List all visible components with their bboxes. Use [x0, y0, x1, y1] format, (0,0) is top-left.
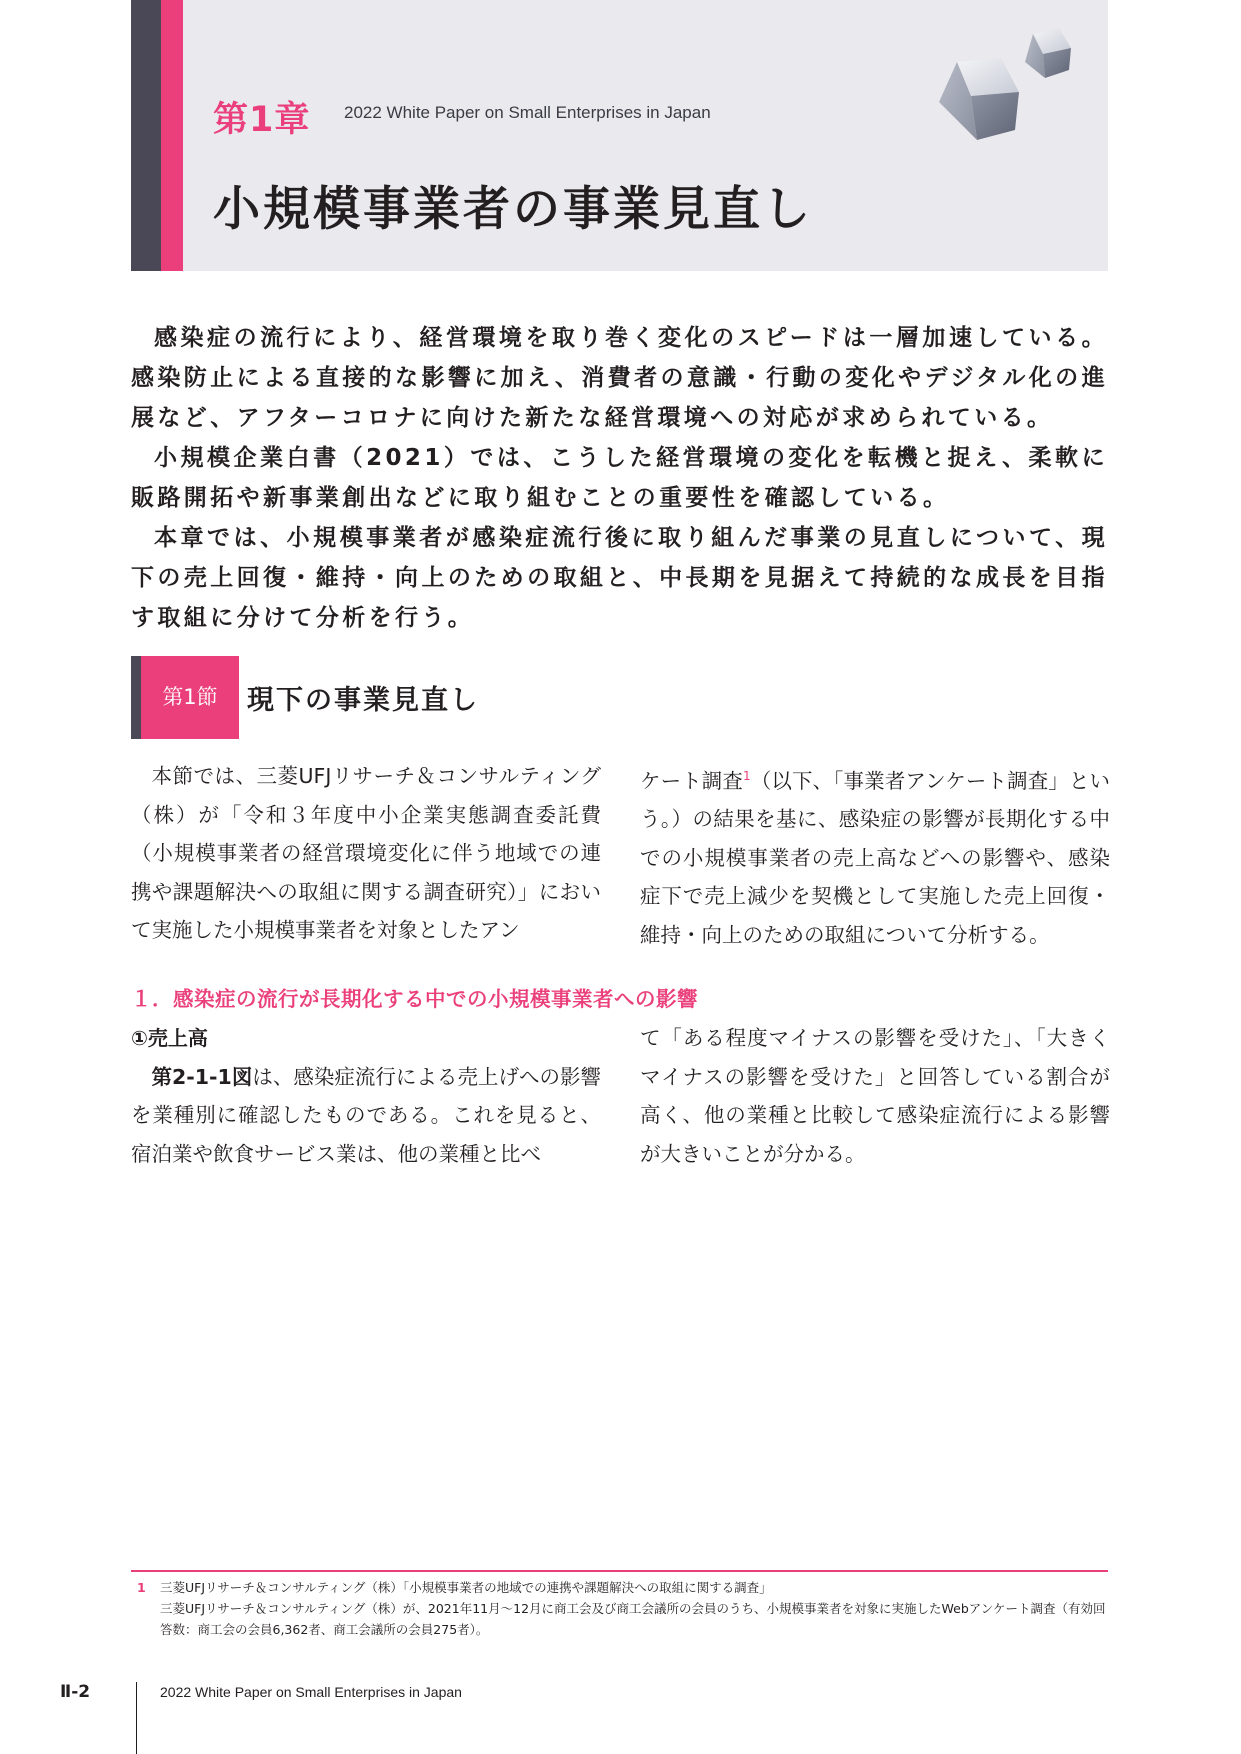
- subsection-heading: １．感染症の流行が長期化する中での小規模事業者への影響: [131, 987, 698, 1011]
- intro-paragraph: 感染症の流行により、経営環境を取り巻く変化のスピードは一層加速している。感染防止による直接的な影響に加え、消費者の意識・行動の変化やデジタル化の進展など、アフターコロナに向けた新たな経営環境への対応が求められている。: [131, 325, 1108, 431]
- figure-reference[interactable]: 第2-1-1図: [151, 1064, 253, 1089]
- page-number: Ⅱ-2: [60, 1682, 91, 1702]
- footnote-number: 1: [137, 1580, 146, 1595]
- body-text: （以下、「事業者アンケート調査」という。）の結果を基に、感染症の影響が長期化する中での小規模事業者の売上高などへの影響や、感染症下で売上減少を契機として実施した売上回復・維持・向上のための取組について分析する。: [640, 768, 1110, 947]
- body-paragraph: [131, 1058, 601, 1174]
- intro-text: [131, 318, 1108, 638]
- body-column-right: [640, 757, 1110, 954]
- header-dark-bar: [131, 0, 161, 271]
- body-text: ケート調査: [640, 768, 744, 793]
- intro-paragraph: 小規模企業白書（2021）では、こうした経営環境の変化を転機と捉え、柔軟に販路開拓や新事業創出などに取り組むことの重要性を確認している。: [131, 445, 1108, 511]
- body-text: は、感染症流行による売上げへの影響を業種別に確認したものである。これを見ると、宿泊業や飲食サービス業は、他の業種と比べ: [131, 1064, 602, 1166]
- footer-divider: [136, 1682, 137, 1754]
- header-accent-bar: [161, 0, 183, 271]
- footnote-line: 三菱UFJリサーチ＆コンサルティング（株）「小規模事業者の地域での連携や課題解決への取組に関する調査」: [160, 1580, 772, 1595]
- body-column-left-2: [131, 1019, 601, 1173]
- chapter-header: [131, 0, 1108, 271]
- body-column-left: [131, 757, 601, 950]
- body-paragraph: [640, 757, 1110, 954]
- chapter-subtitle: 2022 White Paper on Small Enterprises in Japan: [344, 103, 711, 122]
- cubes-decoration-icon: [921, 22, 1091, 147]
- footnote: [131, 1577, 1108, 1640]
- body-column-right-2: [640, 1019, 1110, 1173]
- footnote-divider: [131, 1570, 1108, 1572]
- section-dark-bar: [131, 656, 141, 739]
- section-heading: [131, 656, 531, 739]
- body-paragraph: て「ある程度マイナスの影響を受けた」、「大きくマイナスの影響を受けた」と回答している割合が高く、他の業種と比較して感染症流行による影響が大きいことが分かる。: [640, 1026, 1110, 1166]
- footnote-body: [160, 1577, 1108, 1640]
- footnote-line: 三菱UFJリサーチ＆コンサルティング（株）が、2021年11月～12月に商工会及び商工会議所の会員のうち、小規模事業者を対象に実施したWebアンケート調査（有効回答数：商工会の会員6,362者、商工会議所の会員275者）。: [160, 1601, 1106, 1637]
- intro-paragraph: 本章では、小規模事業者が感染症流行後に取り組んだ事業の見直しについて、現下の売上回復・維持・向上のための取組と、中長期を見据えて持続的な成長を目指す取組に分けて分析を行う。: [131, 525, 1108, 631]
- chapter-label: 第1章: [213, 100, 311, 140]
- section-title: 現下の事業見直し: [247, 685, 479, 716]
- subheading-sales: ①売上高: [131, 1026, 208, 1050]
- footer-title: 2022 White Paper on Small Enterprises in Japan: [160, 1684, 462, 1700]
- body-paragraph: 本節では、三菱UFJリサーチ＆コンサルティング（株）が「令和３年度中小企業実態調査委託費（小規模事業者の経営環境変化に伴う地域での連携や課題解決への取組に関する調査研究）」において実施した小規模事業者を対象としたアン: [131, 764, 601, 942]
- chapter-title: 小規模事業者の事業見直し: [213, 182, 813, 237]
- section-label: 第1節: [141, 656, 239, 739]
- footnote-marker[interactable]: 1: [743, 769, 751, 783]
